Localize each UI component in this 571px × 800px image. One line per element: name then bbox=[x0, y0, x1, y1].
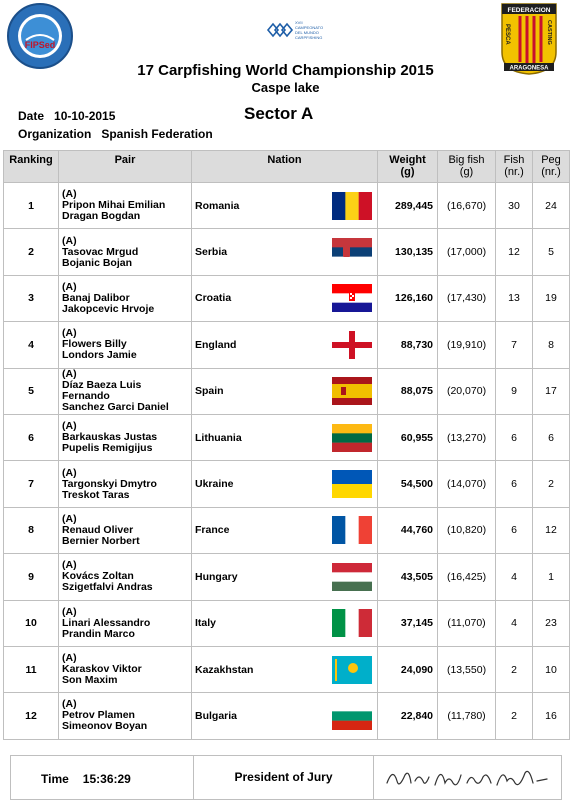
big-fish-cell: (11,070) bbox=[438, 600, 496, 646]
flag-cell bbox=[327, 275, 378, 321]
fish-count-cell: 30 bbox=[496, 183, 533, 229]
pair-angler-1: Linari Alessandro bbox=[62, 616, 151, 629]
peg-cell: 1 bbox=[533, 554, 570, 600]
pair-angler-1: Karaskov Viktor bbox=[62, 663, 142, 676]
big-fish-cell: (16,670) bbox=[438, 183, 496, 229]
col-fish bbox=[496, 151, 533, 183]
pair-angler-1: Flowers Billy bbox=[62, 338, 127, 351]
results-table bbox=[3, 150, 570, 740]
big-fish-cell: (17,000) bbox=[438, 229, 496, 275]
organization-value: Spanish Federation bbox=[101, 127, 213, 141]
peg-cell: 2 bbox=[533, 461, 570, 507]
time-label: Time bbox=[41, 772, 69, 786]
fish-count-cell: 12 bbox=[496, 229, 533, 275]
pair-angler-1: Targonskyi Dmytro bbox=[62, 477, 157, 490]
signature-image bbox=[379, 761, 555, 795]
time-line bbox=[41, 772, 131, 786]
nation-cell: Romania bbox=[192, 183, 327, 229]
ranking-cell: 1 bbox=[4, 183, 59, 229]
nation-cell: Hungary bbox=[192, 554, 327, 600]
weight-cell: 289,445 bbox=[378, 183, 438, 229]
croatia-flag-icon bbox=[332, 284, 372, 312]
flag-cell bbox=[327, 461, 378, 507]
pair-angler-2: Szigetfalvi Andras bbox=[62, 581, 153, 594]
pair-cell bbox=[59, 322, 192, 368]
col-pair: Pair bbox=[59, 151, 192, 183]
pair-angler-1: Barkauskas Justas bbox=[62, 431, 158, 444]
col-nation: Nation bbox=[192, 151, 378, 183]
table-row bbox=[4, 646, 570, 692]
col-fish-line1: Fish bbox=[503, 154, 525, 166]
big-fish-cell: (11,780) bbox=[438, 693, 496, 739]
pair-angler-2: Bernier Norbert bbox=[62, 534, 140, 547]
pair-angler-2: Sanchez Garci Daniel bbox=[62, 401, 169, 414]
pair-sector: (A) bbox=[62, 327, 77, 340]
ranking-cell: 3 bbox=[4, 275, 59, 321]
pair-angler-2: Prandin Marco bbox=[62, 627, 135, 640]
big-fish-cell: (20,070) bbox=[438, 368, 496, 414]
table-row bbox=[4, 461, 570, 507]
fish-count-cell: 2 bbox=[496, 693, 533, 739]
big-fish-cell: (19,910) bbox=[438, 322, 496, 368]
pair-sector: (A) bbox=[62, 698, 77, 711]
pair-angler-2: Treskot Taras bbox=[62, 488, 130, 501]
weight-cell: 24,090 bbox=[378, 646, 438, 692]
nation-cell: Serbia bbox=[192, 229, 327, 275]
center-logo-line2: CAMPEONATO bbox=[295, 25, 324, 30]
date-line bbox=[18, 109, 115, 123]
nation-cell: Kazakhstan bbox=[192, 646, 327, 692]
flag-cell bbox=[327, 322, 378, 368]
col-weight-line2: (g) bbox=[400, 166, 415, 178]
weight-cell: 37,145 bbox=[378, 600, 438, 646]
sector-title: Sector A bbox=[244, 104, 314, 123]
col-bigfish-line2: (g) bbox=[459, 166, 474, 178]
table-row bbox=[4, 554, 570, 600]
col-bigfish-line1: Big fish bbox=[448, 154, 485, 166]
pair-angler-2: Son Maxim bbox=[62, 674, 118, 687]
nation-cell: France bbox=[192, 507, 327, 553]
right-logo-left-text: PESCA bbox=[504, 24, 510, 45]
weight-cell: 126,160 bbox=[378, 275, 438, 321]
peg-cell: 19 bbox=[533, 275, 570, 321]
pair-angler-1: Tasovac Mrgud bbox=[62, 245, 139, 258]
big-fish-cell: (13,550) bbox=[438, 646, 496, 692]
table-row bbox=[4, 322, 570, 368]
weight-cell: 88,075 bbox=[378, 368, 438, 414]
table-row bbox=[4, 693, 570, 739]
table-row bbox=[4, 229, 570, 275]
col-bigfish bbox=[438, 151, 496, 183]
peg-cell: 17 bbox=[533, 368, 570, 414]
big-fish-cell: (14,070) bbox=[438, 461, 496, 507]
pair-cell bbox=[59, 693, 192, 739]
col-weight bbox=[378, 151, 438, 183]
pair-cell bbox=[59, 183, 192, 229]
weight-cell: 43,505 bbox=[378, 554, 438, 600]
ranking-cell: 5 bbox=[4, 368, 59, 414]
ranking-cell: 10 bbox=[4, 600, 59, 646]
fipsed-logo bbox=[6, 2, 74, 70]
right-logo-top-text: FEDERACION bbox=[507, 7, 551, 14]
nation-cell: Bulgaria bbox=[192, 693, 327, 739]
serbia-flag-icon bbox=[332, 238, 372, 266]
fish-count-cell: 13 bbox=[496, 275, 533, 321]
bulgaria-flag-icon bbox=[332, 702, 372, 730]
pair-angler-1: Pripon Mihai Emilian bbox=[62, 199, 166, 212]
fish-count-cell: 6 bbox=[496, 507, 533, 553]
pair-angler-2: Pupelis Remigijus bbox=[62, 442, 153, 455]
center-logo-line1: XVII bbox=[295, 20, 303, 25]
right-logo-right-text: CASTING bbox=[546, 20, 552, 45]
table-header-row bbox=[4, 151, 570, 183]
big-fish-cell: (13,270) bbox=[438, 414, 496, 460]
col-peg-line1: Peg bbox=[541, 154, 561, 166]
page-subtitle: Caspe lake bbox=[251, 80, 320, 95]
pair-cell bbox=[59, 414, 192, 460]
col-ranking: Ranking bbox=[4, 151, 59, 183]
nation-cell: Spain bbox=[192, 368, 327, 414]
peg-cell: 10 bbox=[533, 646, 570, 692]
pair-cell bbox=[59, 461, 192, 507]
flag-cell bbox=[327, 229, 378, 275]
weight-cell: 44,760 bbox=[378, 507, 438, 553]
weight-cell: 130,135 bbox=[378, 229, 438, 275]
flag-cell bbox=[327, 414, 378, 460]
pair-cell bbox=[59, 275, 192, 321]
pair-cell bbox=[59, 646, 192, 692]
ukraine-flag-icon bbox=[332, 470, 372, 498]
pair-angler-2: Dragan Bogdan bbox=[62, 210, 141, 223]
nation-cell: Italy bbox=[192, 600, 327, 646]
pair-sector: (A) bbox=[62, 466, 77, 479]
flag-cell bbox=[327, 600, 378, 646]
table-row bbox=[4, 507, 570, 553]
pair-angler-2: Simeonov Boyan bbox=[62, 720, 148, 733]
ranking-cell: 7 bbox=[4, 461, 59, 507]
pair-angler-1: Kovács Zoltan bbox=[62, 570, 134, 583]
flag-cell bbox=[327, 554, 378, 600]
fish-count-cell: 2 bbox=[496, 646, 533, 692]
date-label: Date bbox=[18, 109, 45, 123]
pair-angler-2: Londors Jamie bbox=[62, 349, 137, 362]
pair-sector: (A) bbox=[62, 559, 77, 572]
kazakhstan-flag-icon bbox=[332, 656, 372, 684]
ranking-cell: 8 bbox=[4, 507, 59, 553]
fish-count-cell: 6 bbox=[496, 414, 533, 460]
flag-cell bbox=[327, 368, 378, 414]
peg-cell: 24 bbox=[533, 183, 570, 229]
ranking-cell: 4 bbox=[4, 322, 59, 368]
nation-cell: Ukraine bbox=[192, 461, 327, 507]
organization-line bbox=[18, 127, 213, 141]
pair-angler-1: Banaj Dalibor bbox=[62, 291, 130, 304]
peg-cell: 23 bbox=[533, 600, 570, 646]
flag-cell bbox=[327, 507, 378, 553]
footer-box bbox=[10, 755, 562, 800]
fish-count-cell: 7 bbox=[496, 322, 533, 368]
fipsed-logo-text: FIPSed bbox=[24, 40, 56, 50]
pair-sector: (A) bbox=[62, 512, 77, 525]
hungary-flag-icon bbox=[332, 563, 372, 591]
pair-sector: (A) bbox=[62, 368, 77, 381]
ranking-cell: 11 bbox=[4, 646, 59, 692]
pair-sector: (A) bbox=[62, 652, 77, 665]
peg-cell: 12 bbox=[533, 507, 570, 553]
pair-angler-2: Jakopcevic Hrvoje bbox=[62, 302, 155, 315]
page-title: 17 Carpfishing World Championship 2015 bbox=[137, 62, 434, 79]
fish-count-cell: 9 bbox=[496, 368, 533, 414]
pair-angler-1: Petrov Plamen bbox=[62, 709, 135, 722]
center-logo-line3: DEL MUNDO bbox=[295, 30, 319, 35]
big-fish-cell: (16,425) bbox=[438, 554, 496, 600]
pair-angler-1: Díaz Baeza Luis Fernando bbox=[62, 379, 142, 403]
weight-cell: 22,840 bbox=[378, 693, 438, 739]
center-logo-line4: CARPFISHING bbox=[295, 35, 323, 40]
peg-cell: 5 bbox=[533, 229, 570, 275]
col-peg-line2: (nr.) bbox=[541, 166, 561, 178]
ranking-cell: 2 bbox=[4, 229, 59, 275]
ranking-cell: 9 bbox=[4, 554, 59, 600]
flag-cell bbox=[327, 646, 378, 692]
weight-cell: 60,955 bbox=[378, 414, 438, 460]
table-row bbox=[4, 368, 570, 414]
pair-sector: (A) bbox=[62, 188, 77, 201]
col-fish-line2: (nr.) bbox=[504, 166, 524, 178]
england-flag-icon bbox=[332, 331, 372, 359]
nation-cell: Lithuania bbox=[192, 414, 327, 460]
table-row bbox=[4, 183, 570, 229]
fish-count-cell: 6 bbox=[496, 461, 533, 507]
pair-angler-1: Renaud Oliver bbox=[62, 523, 134, 536]
right-logo-bottom-text: ARAGONESA bbox=[509, 65, 549, 72]
championship-logo bbox=[266, 18, 336, 42]
time-value: 15:36:29 bbox=[82, 772, 131, 786]
president-of-jury-label: President of Jury bbox=[193, 756, 374, 799]
pair-sector: (A) bbox=[62, 605, 77, 618]
italy-flag-icon bbox=[332, 609, 372, 637]
col-peg bbox=[533, 151, 570, 183]
peg-cell: 16 bbox=[533, 693, 570, 739]
pair-sector: (A) bbox=[62, 234, 77, 247]
romania-flag-icon bbox=[332, 192, 372, 220]
nation-cell: England bbox=[192, 322, 327, 368]
col-weight-line1: Weight bbox=[389, 154, 426, 166]
weight-cell: 54,500 bbox=[378, 461, 438, 507]
pair-cell bbox=[59, 507, 192, 553]
ranking-cell: 12 bbox=[4, 693, 59, 739]
pair-cell bbox=[59, 368, 192, 414]
spain-flag-icon bbox=[332, 377, 372, 405]
lithuania-flag-icon bbox=[332, 424, 372, 452]
pair-angler-2: Bojanic Bojan bbox=[62, 256, 133, 269]
peg-cell: 8 bbox=[533, 322, 570, 368]
pair-sector: (A) bbox=[62, 420, 77, 433]
pair-sector: (A) bbox=[62, 280, 77, 293]
nation-cell: Croatia bbox=[192, 275, 327, 321]
weight-cell: 88,730 bbox=[378, 322, 438, 368]
fish-count-cell: 4 bbox=[496, 554, 533, 600]
table-row bbox=[4, 414, 570, 460]
pair-cell bbox=[59, 600, 192, 646]
france-flag-icon bbox=[332, 516, 372, 544]
pair-cell bbox=[59, 554, 192, 600]
date-value: 10-10-2015 bbox=[54, 109, 116, 123]
table-row bbox=[4, 275, 570, 321]
fish-count-cell: 4 bbox=[496, 600, 533, 646]
big-fish-cell: (17,430) bbox=[438, 275, 496, 321]
table-row bbox=[4, 600, 570, 646]
flag-cell bbox=[327, 183, 378, 229]
flag-cell bbox=[327, 693, 378, 739]
ranking-cell: 6 bbox=[4, 414, 59, 460]
organization-label: Organization bbox=[18, 127, 92, 141]
big-fish-cell: (10,820) bbox=[438, 507, 496, 553]
pair-cell bbox=[59, 229, 192, 275]
peg-cell: 6 bbox=[533, 414, 570, 460]
